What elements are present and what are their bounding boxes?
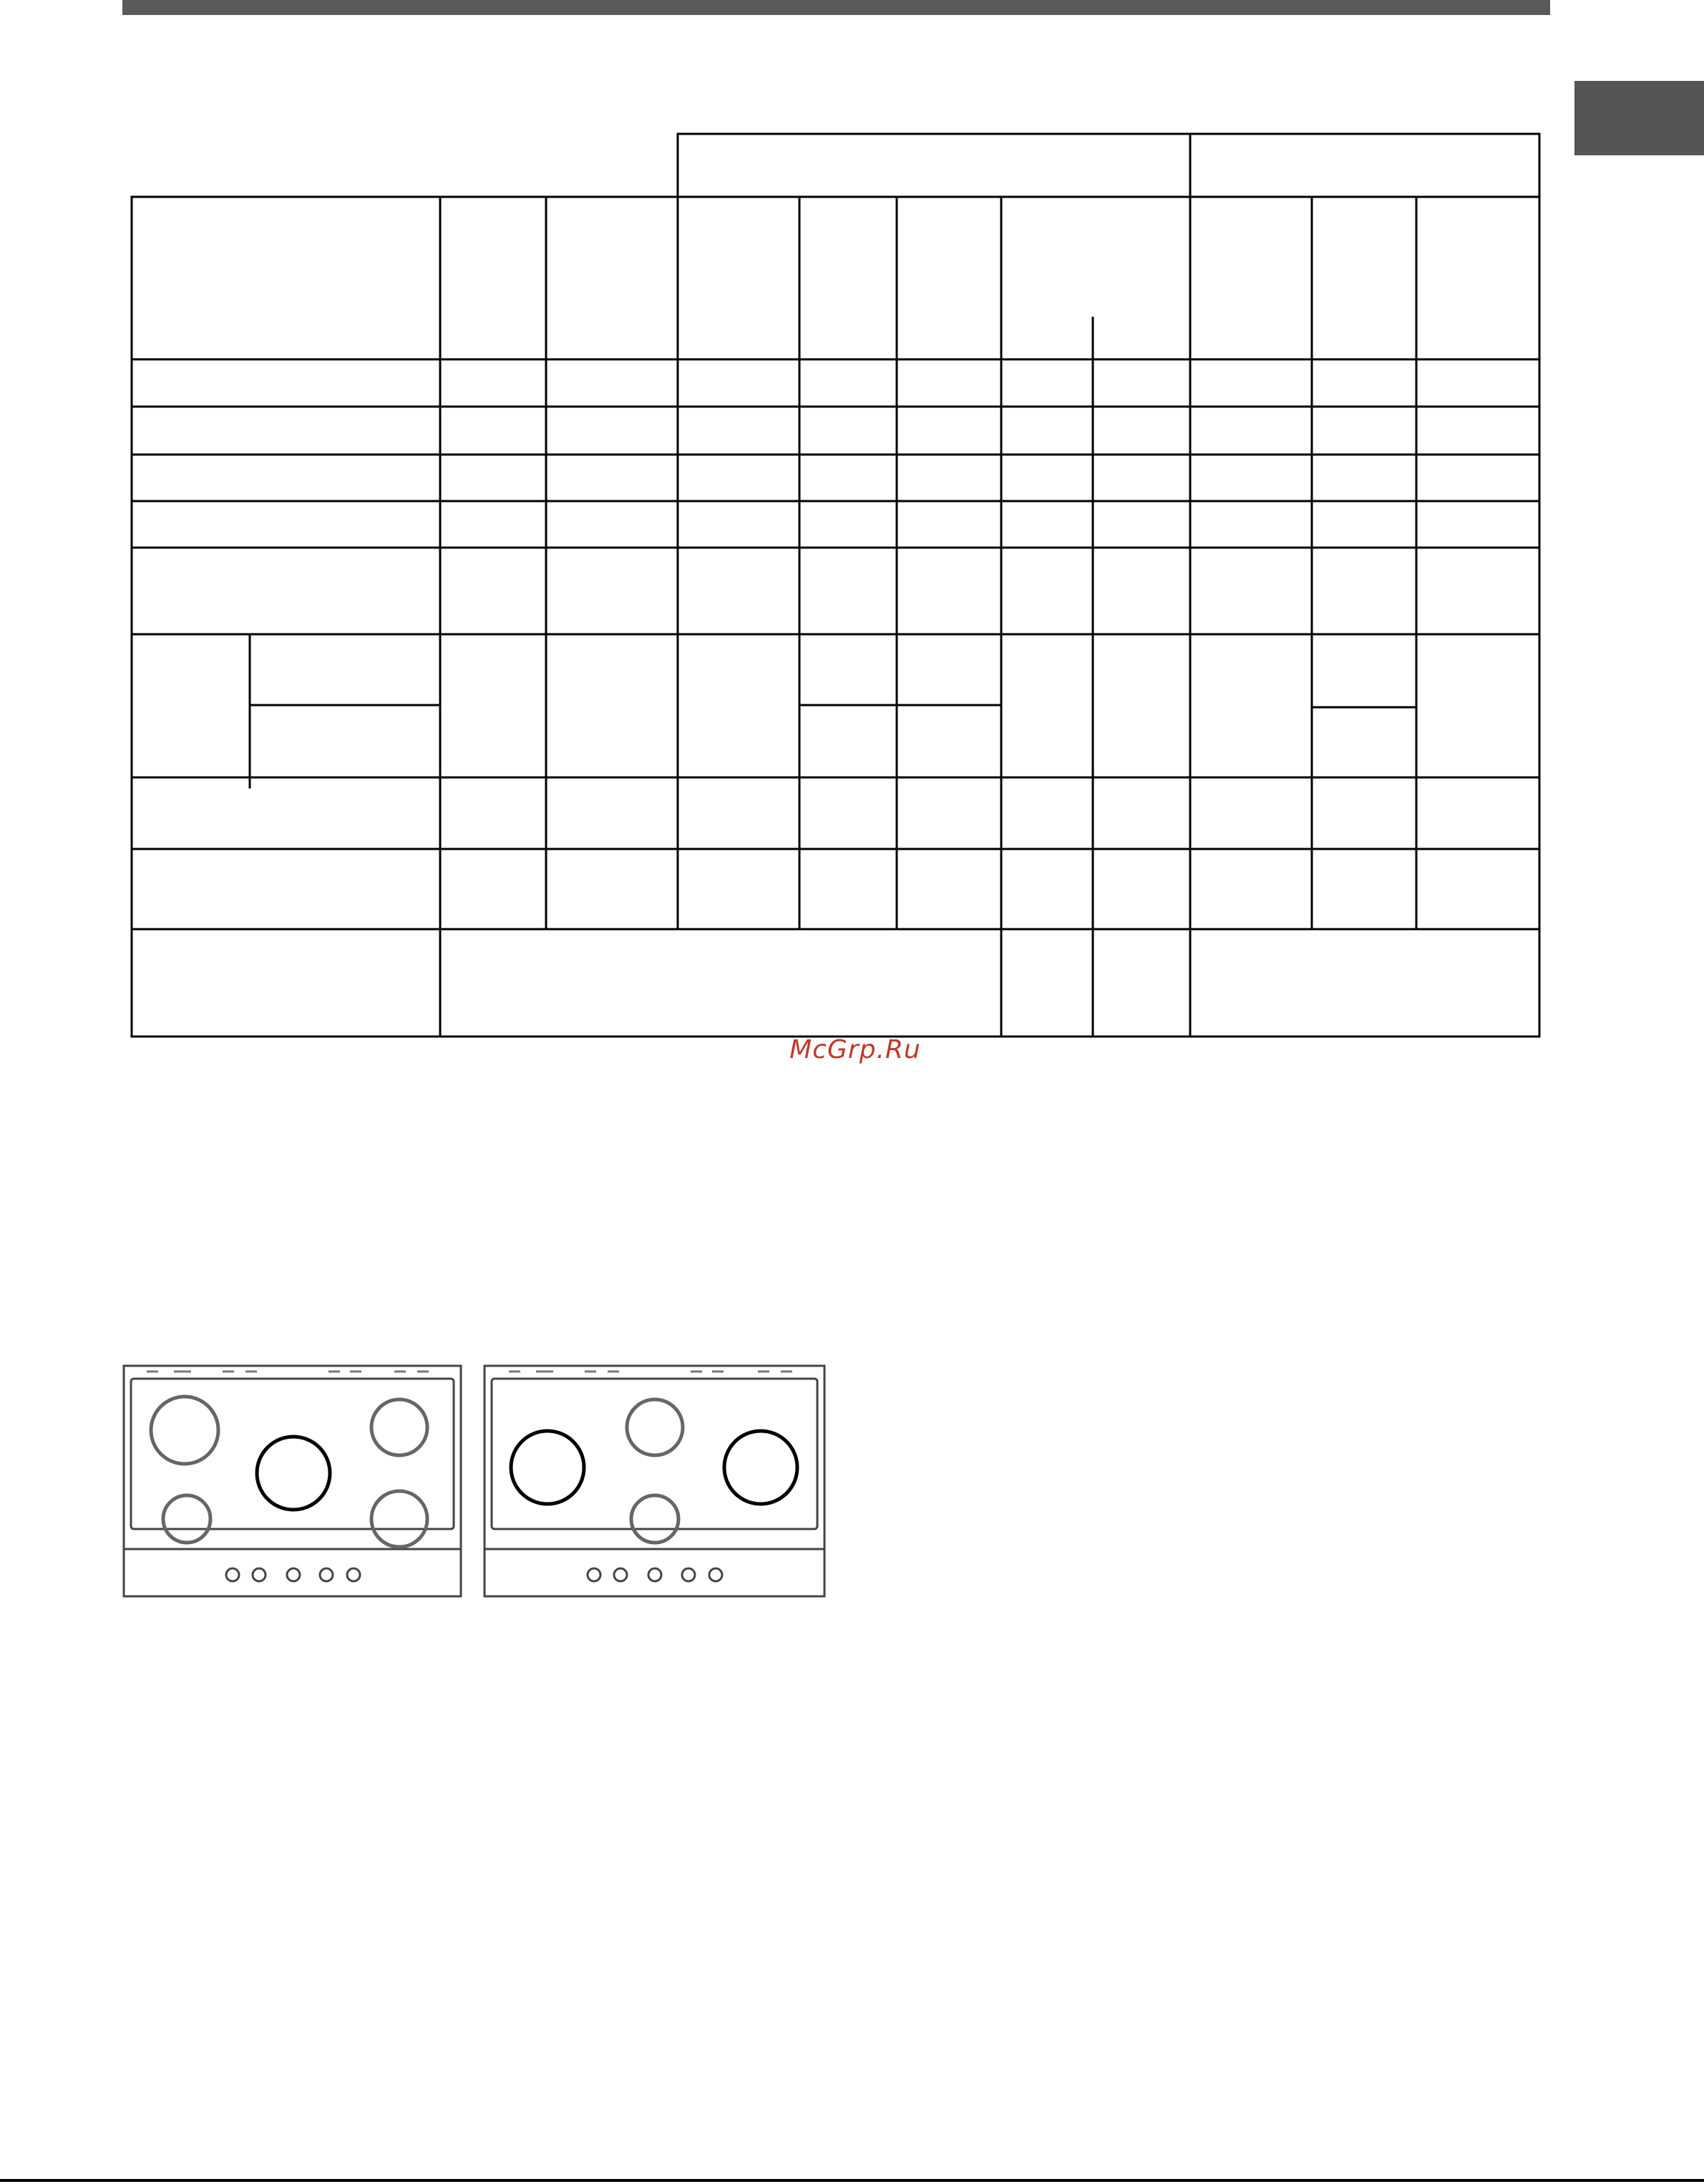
hob-five-burner-icon [122,1364,462,1598]
footer-rule [0,2179,1704,2182]
watermark-text: McGrp.Ru [789,1035,921,1064]
spec-table [0,0,1704,1074]
hob-four-burner-icon [483,1364,826,1598]
